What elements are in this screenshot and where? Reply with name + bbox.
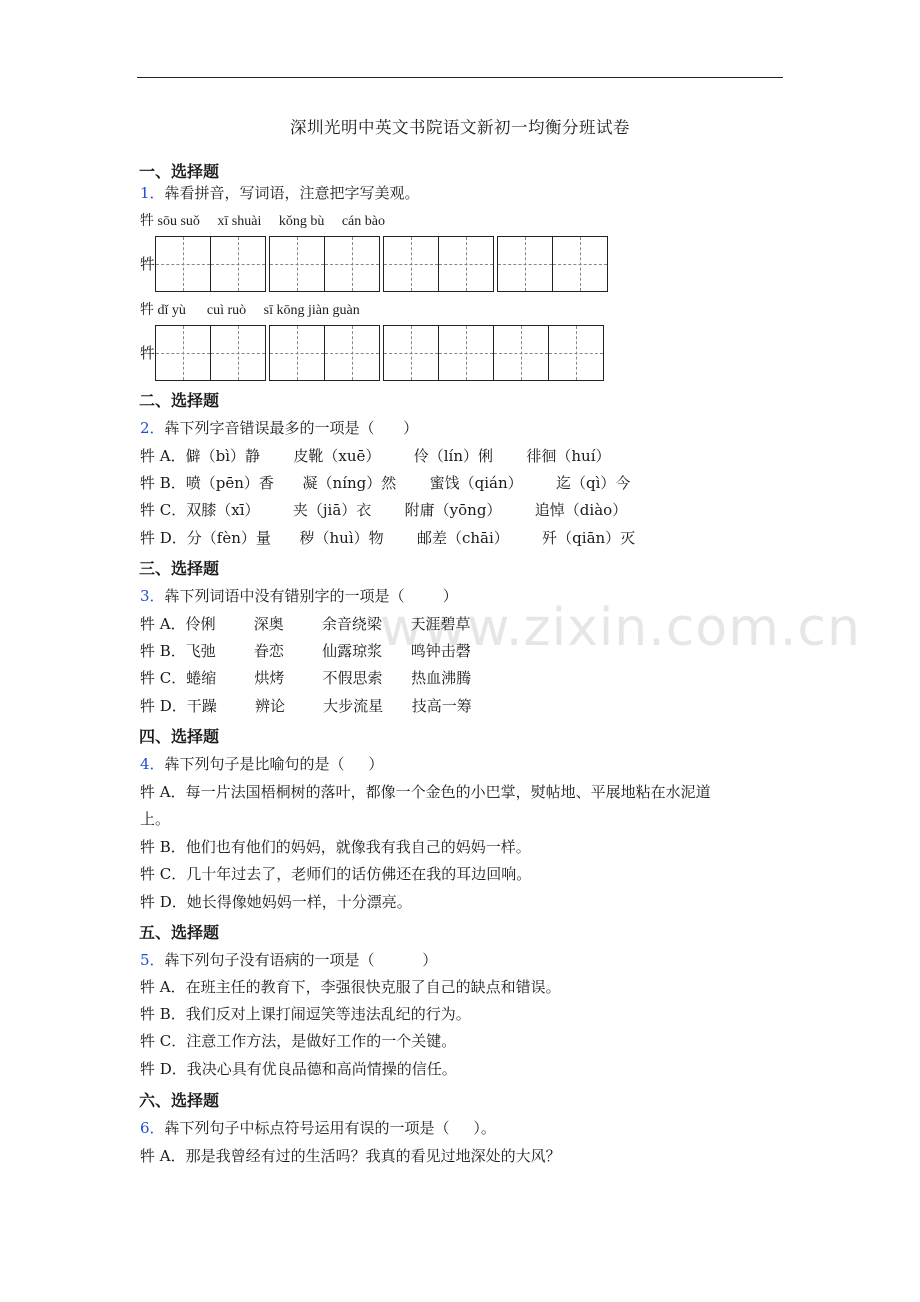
- question-number: 3．: [140, 587, 165, 605]
- option-d[interactable]: 牪 D．干躁 辨论 大步流星 技高一筹: [140, 697, 472, 715]
- word-box[interactable]: [269, 236, 380, 292]
- question-5: [140, 950, 437, 970]
- writing-grid: [155, 236, 611, 292]
- section-heading-4: 四、选择题: [139, 727, 220, 746]
- question-number: 1．: [140, 184, 165, 202]
- option-d[interactable]: 牪 D．我决心具有优良品德和高尚情操的信任。: [140, 1060, 457, 1078]
- question-2: [140, 418, 418, 438]
- question-text: 犇下列句子是比喻句的是（ ）: [164, 755, 384, 773]
- grid-row-label: 牪: [140, 344, 156, 362]
- section-heading-6: 六、选择题: [139, 1091, 220, 1110]
- word-box[interactable]: [269, 325, 380, 381]
- option-a[interactable]: 牪 A．伶俐 深奥 余音绕梁 天涯碧草: [140, 615, 471, 633]
- section-heading-1: 一、选择题: [139, 162, 220, 181]
- option-a[interactable]: 牪 A．每一片法国梧桐树的落叶，都像一个金色的小巴掌，熨帖地、平展地粘在水泥道: [140, 783, 711, 801]
- option-b[interactable]: 牪 B．他们也有他们的妈妈，就像我有我自己的妈妈一样。: [140, 838, 531, 856]
- question-4: [140, 754, 383, 774]
- question-text: 犇下列词语中没有错别字的一项是（ ）: [164, 587, 458, 605]
- writing-grid: [155, 325, 607, 381]
- section-heading-2: 二、选择题: [139, 391, 220, 410]
- option-a[interactable]: 牪 A．在班主任的教育下，李强很快克服了自己的缺点和错误。: [140, 978, 561, 996]
- option-a[interactable]: 牪 A．那是我曾经有过的生活吗？我真的看见过地深处的大风？: [140, 1147, 561, 1165]
- page-title: 深圳光明中英文书院语文新初一均衡分班试卷: [290, 118, 630, 137]
- question-3: [140, 586, 458, 606]
- watermark: www.zixin.com.cn: [380, 598, 861, 658]
- option-c[interactable]: 牪 C．注意工作方法，是做好工作的一个关键。: [140, 1032, 457, 1050]
- option-d[interactable]: 牪 D．分（fèn）量 秽（huì）物 邮差（chāi） 歼（qiān）灭: [140, 529, 636, 547]
- question-text: 犇下列字音错误最多的一项是（ ）: [164, 419, 419, 437]
- grid-row-label: 牪: [140, 255, 156, 273]
- pinyin-row-2: 牪 dǐ yù cuì ruò sī kōng jiàn guàn: [140, 303, 360, 318]
- word-box[interactable]: [383, 325, 604, 381]
- option-c[interactable]: 牪 C．几十年过去了，老师们的话仿佛还在我的耳边回响。: [140, 865, 532, 883]
- section-heading-5: 五、选择题: [139, 923, 220, 942]
- word-box[interactable]: [155, 325, 266, 381]
- option-b[interactable]: 牪 B．飞弛 眷恋 仙露琼浆 鸣钟击磬: [140, 642, 471, 660]
- question-text: 犇看拼音，写词语，注意把字写美观。: [164, 184, 420, 202]
- question-number: 4．: [140, 755, 165, 773]
- word-box[interactable]: [383, 236, 494, 292]
- option-a-continued: 上。: [140, 810, 171, 828]
- question-1: [140, 183, 420, 203]
- word-box[interactable]: [497, 236, 608, 292]
- header-rule: [137, 77, 783, 78]
- question-number: 5．: [140, 951, 165, 969]
- question-text: 犇下列句子中标点符号运用有误的一项是（ ）。: [164, 1119, 496, 1137]
- word-box[interactable]: [155, 236, 266, 292]
- option-b[interactable]: 牪 B．喷（pēn）香 凝（níng）然 蜜饯（qián） 迄（qì）今: [140, 474, 631, 492]
- question-6: [140, 1118, 496, 1138]
- option-c[interactable]: 牪 C．蜷缩 烘烤 不假思索 热血沸腾: [140, 669, 472, 687]
- option-d[interactable]: 牪 D．她长得像她妈妈一样，十分漂亮。: [140, 893, 412, 911]
- pinyin-row-1: 牪 sōu suǒ xī shuài kǒng bù cán bào: [140, 214, 385, 229]
- question-number: 2．: [140, 419, 165, 437]
- section-heading-3: 三、选择题: [139, 559, 220, 578]
- question-text: 犇下列句子没有语病的一项是（ ）: [164, 951, 438, 969]
- option-b[interactable]: 牪 B．我们反对上课打闹逗笑等违法乱纪的行为。: [140, 1005, 471, 1023]
- option-c[interactable]: 牪 C．双膝（xī） 夹（jiā）衣 附庸（yōng） 追悼（diào）: [140, 501, 628, 519]
- question-number: 6．: [140, 1119, 165, 1137]
- option-a[interactable]: 牪 A．僻（bì）静 皮靴（xuē） 伶（lín）俐 徘徊（huí）: [140, 447, 611, 465]
